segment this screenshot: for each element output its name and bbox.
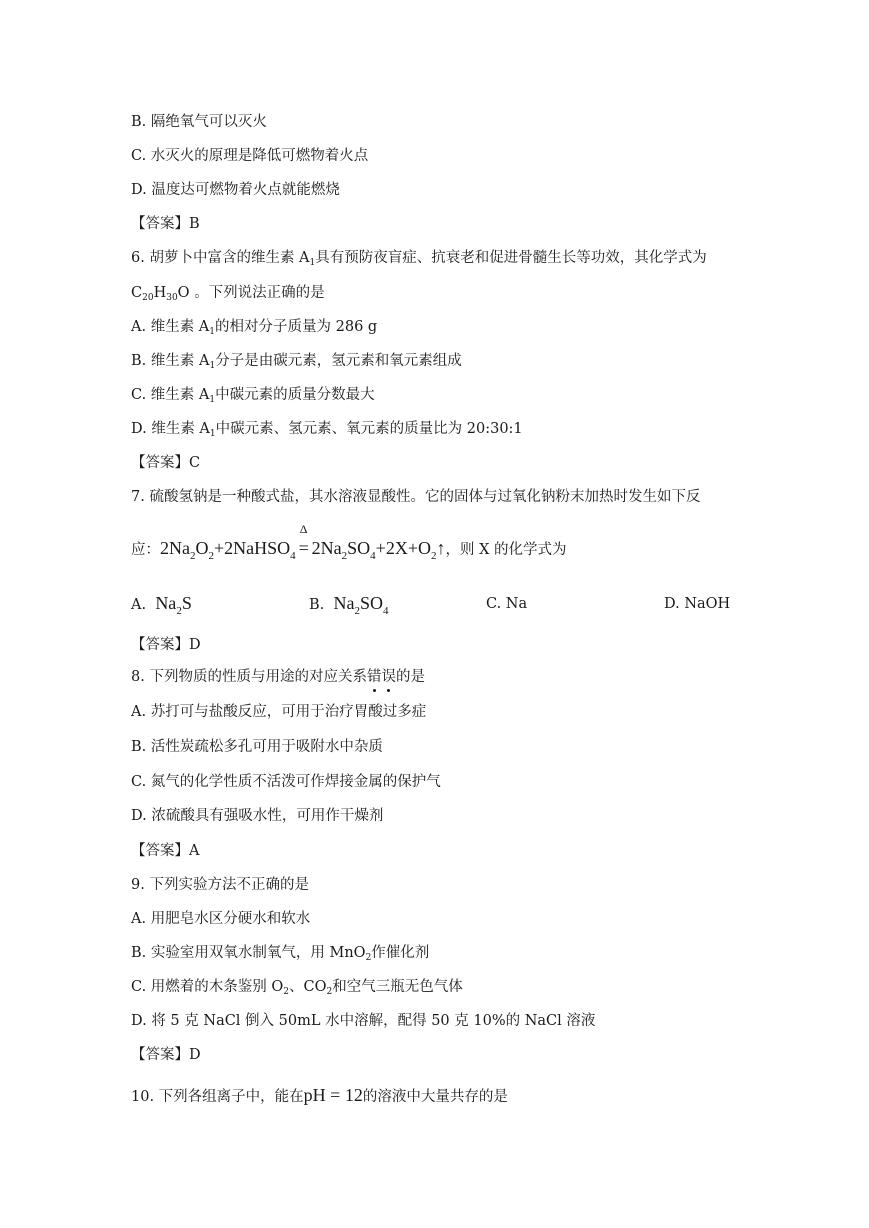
q6-answer: 【答案】C [131, 455, 201, 471]
q9-stem: 9. 下列实验方法不正确的是 [131, 877, 309, 893]
q5-option-c: C. 水灭火的原理是降低可燃物着火点 [131, 148, 369, 164]
q6-option-a: A. 维生素 $A_1$的相对分子质量为 286 g [131, 319, 378, 337]
q6-stem-line1: 6. 胡萝卜中富含的维生素 $A_1$具有预防夜盲症、抗衰老和促进骨髓生长等功效，其化学式为 [131, 250, 707, 268]
q7-equation: $2Na_2O_2+2NaHSO_4$ Δ = $2Na_2SO_4+2X+O_2↑$ [160, 522, 446, 562]
q9-option-d: D. 将 5 克 NaCl 倒入 50mL 水中溶解，配得 50 克 10%的 NaCl 溶液 [131, 1013, 596, 1029]
q9-option-b: B. 实验室用双氧水制氧气，用 MnO$_2$作催化剂 [131, 945, 430, 963]
q8-answer: 【答案】A [131, 843, 200, 859]
q6-option-b: B. 维生素 $A_1$分子是由碳元素，氢元素和氧元素组成 [131, 353, 462, 371]
heat-equals-sign: Δ = [298, 522, 309, 558]
emphasis-dot-char: 错 [367, 667, 382, 687]
q5-option-b: B. 隔绝氧气可以灭火 [131, 114, 267, 130]
q7-option-b: B. $Na_2SO_4$ [309, 593, 389, 617]
q7-stem-line2: 应：$2Na_2O_2+2NaHSO_4$ Δ = $2Na_2SO_4+2X+O_2↑$，则 X 的化学式为 [131, 522, 567, 562]
q9-option-c: C. 用燃着的木条鉴别 $O_2$、$CO_2$和空气三瓶无色气体 [131, 979, 463, 997]
q7-stem-line1: 7. 硫酸氢钠是一种酸式盐，其水溶液显酸性。它的固体与过氧化钠粉末加热时发生如下反 [131, 489, 701, 505]
gas-arrow-icon: ↑ [436, 538, 446, 558]
q9-option-a: A. 用肥皂水区分硬水和软水 [131, 911, 311, 927]
q8-option-c: C. 氮气的化学性质不活泼可作焊接金属的保护气 [131, 774, 441, 790]
q6-stem-line2: $C_{20}H_{30}O$ 。下列说法正确的是 [131, 285, 325, 303]
q5-answer: 【答案】B [131, 216, 200, 232]
q8-option-a: A. 苏打可与盐酸反应，可用于治疗胃酸过多症 [131, 704, 427, 720]
q6-option-d: D. 维生素 $A_1$中碳元素、氢元素、氧元素的质量比为 20:30:1 [131, 421, 523, 439]
q6-option-c: C. 维生素 $A_1$中碳元素的质量分数最大 [131, 387, 375, 405]
q7-option-d: D. NaOH [664, 596, 731, 612]
q8-stem: 8. 下列物质的性质与用途的对应关系错 误 的是 [131, 667, 425, 687]
q8-option-d: D. 浓硫酸具有强吸水性，可用作干燥剂 [131, 808, 384, 824]
ph-expression: pH = 12 [303, 1085, 363, 1105]
q9-answer: 【答案】D [131, 1047, 201, 1063]
q7-option-c: C. Na [486, 596, 528, 612]
q10-stem: 10. 下列各组离子中，能在pH = 12的溶液中大量共存的是 [131, 1085, 508, 1105]
emphasis-dot-char: 误 [381, 667, 396, 687]
q7-options [131, 593, 769, 617]
q8-option-b: B. 活性炭疏松多孔可用于吸附水中杂质 [131, 739, 383, 755]
q5-option-d: D. 温度达可燃物着火点就能燃烧 [131, 182, 340, 198]
q7-option-a: A. $Na_2S$ [131, 593, 192, 617]
q6-formula: $C_{20}H_{30}O$ [131, 285, 190, 303]
q7-answer: 【答案】D [131, 637, 201, 653]
